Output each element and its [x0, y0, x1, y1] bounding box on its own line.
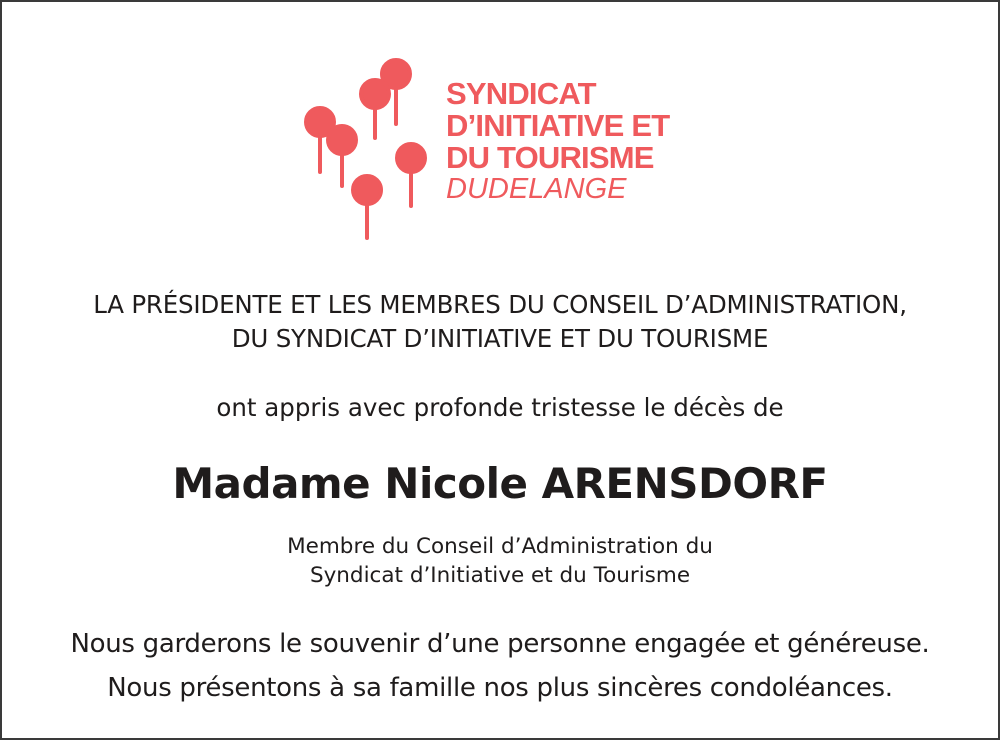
deceased-role [2, 532, 998, 590]
closing-line-1: Nous garderons le souvenir d’une personne engagée et généreuse. [70, 629, 930, 659]
organization-logo [298, 54, 698, 244]
logo-wordmark [446, 78, 669, 204]
role-line-1: Membre du Conseil d’Administration du [287, 534, 713, 559]
header-line-2: DU SYNDICAT D’INITIATIVE ET DU TOURISME [231, 324, 769, 353]
logo-line-2: D’INITIATIVE ET [446, 108, 670, 143]
deceased-name: Madame Nicole ARENSDORF [172, 459, 828, 508]
logo-line-3: DU TOURISME [446, 140, 654, 175]
logo-city: DUDELANGE [446, 173, 627, 205]
logo-line-1: SYNDICAT [446, 76, 596, 111]
pin-cluster-logo-icon [298, 54, 438, 244]
intro-sentence: ont appris avec profonde tristesse le décès de [216, 393, 784, 422]
role-line-2: Syndicat d’Initiative et du Tourisme [309, 563, 691, 588]
announcing-parties [2, 288, 998, 356]
condolence-message [2, 622, 998, 710]
header-line-1: LA PRÉSIDENTE ET LES MEMBRES DU CONSEIL D’ADMINISTRATION, [93, 290, 907, 319]
closing-line-2: Nous présentons à sa famille nos plus sincères condoléances. [107, 673, 893, 703]
